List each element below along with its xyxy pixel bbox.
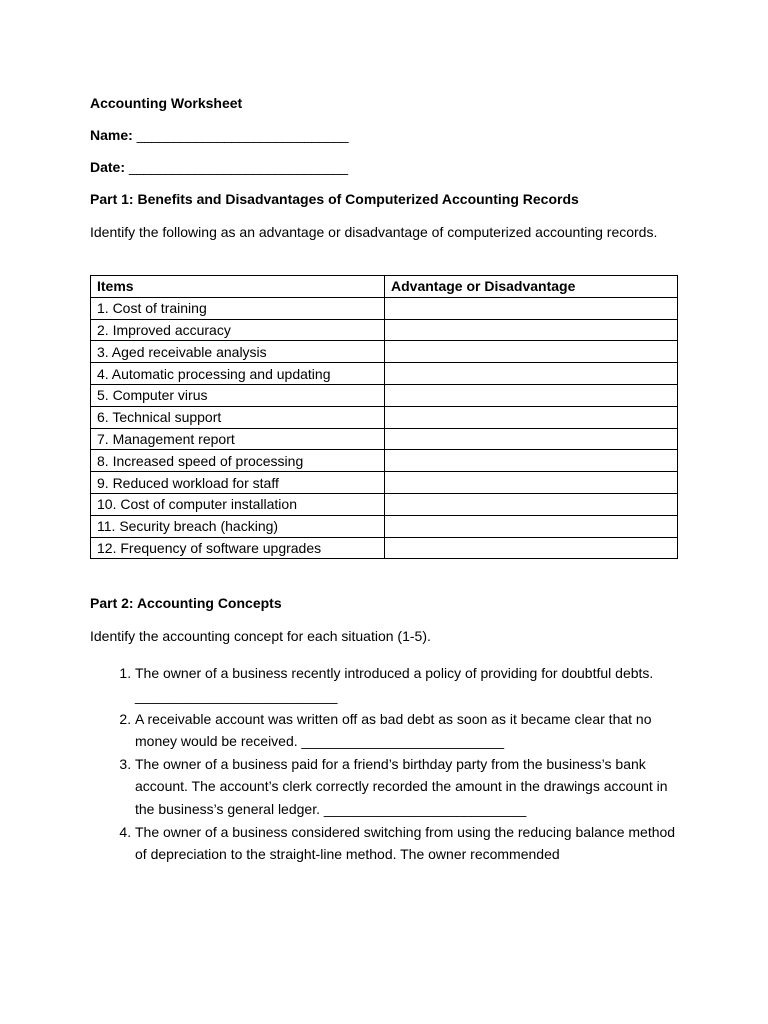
list-item: 1. The owner of a business recently introduced a policy of providing for doubtful debts. __________________________ [135,662,680,707]
item-cell: 3. Aged receivable analysis [91,341,385,363]
item-cell: 12. Frequency of software upgrades [91,537,385,559]
table-row [91,537,678,559]
item-cell: 4. Automatic processing and updating [91,363,385,385]
table-row [91,450,678,472]
item-cell: 2. Improved accuracy [91,319,385,341]
table-header-row [91,276,678,298]
answer-cell[interactable] [385,515,678,537]
date-label: Date: [90,159,126,175]
table-row [91,515,678,537]
part2-instructions: Identify the accounting concept for each situation (1-5). [90,628,431,645]
list-item: 4. The owner of a business considered switching from using the reducing balance method of depreciation to the straight-line method. The owner recommended [135,821,680,866]
table-row [91,384,678,406]
answer-cell[interactable] [385,406,678,428]
answer-cell[interactable] [385,319,678,341]
item-cell: 11. Security breach (hacking) [91,515,385,537]
answer-cell[interactable] [385,384,678,406]
header-advantage: Advantage or Disadvantage [385,276,678,298]
item-cell: 5. Computer virus [91,384,385,406]
worksheet-page [90,92,680,866]
concept-list [90,662,680,865]
item-cell: 6. Technical support [91,406,385,428]
table-row [91,428,678,450]
answer-cell[interactable] [385,537,678,559]
part1-title: Part 1: Benefits and Disadvantages of Computerized Accounting Records [90,191,579,207]
table-row [91,297,678,319]
table-row [91,363,678,385]
name-blank[interactable]: _____________________________ [136,127,348,143]
answer-cell[interactable] [385,450,678,472]
part1-instructions: Identify the following as an advantage or disadvantage of computerized accounting records. [90,224,658,240]
name-field [90,124,680,146]
table-row [91,406,678,428]
table-row [91,493,678,515]
date-blank[interactable]: ______________________________ [128,159,348,175]
item-cell: 10. Cost of computer installation [91,493,385,515]
answer-cell[interactable] [385,341,678,363]
answer-cell[interactable] [385,363,678,385]
answer-cell[interactable] [385,472,678,494]
table-row [91,472,678,494]
worksheet-title: Accounting Worksheet [90,95,243,111]
list-item: 3. The owner of a business paid for a friend’s birthday party from the business’s bank account. The account’s clerk correctly recorded the amount in the drawings account in the business’s general ledger. __________________________ [135,753,680,821]
table-row [91,319,678,341]
part2-title: Part 2: Accounting Concepts [90,595,282,612]
item-cell: 1. Cost of training [91,297,385,319]
answer-cell[interactable] [385,297,678,319]
answer-cell[interactable] [385,428,678,450]
header-items: Items [91,276,385,298]
item-cell: 9. Reduced workload for staff [91,472,385,494]
item-cell: 7. Management report [91,428,385,450]
item-cell: 8. Increased speed of processing [91,450,385,472]
answer-cell[interactable] [385,493,678,515]
name-label: Name: [90,127,133,143]
table-row [91,341,678,363]
date-field [90,156,680,178]
list-item: 2. A receivable account was written off as bad debt as soon as it became clear that no money would be received. __________________________ [135,708,680,753]
advantages-table [90,275,678,559]
